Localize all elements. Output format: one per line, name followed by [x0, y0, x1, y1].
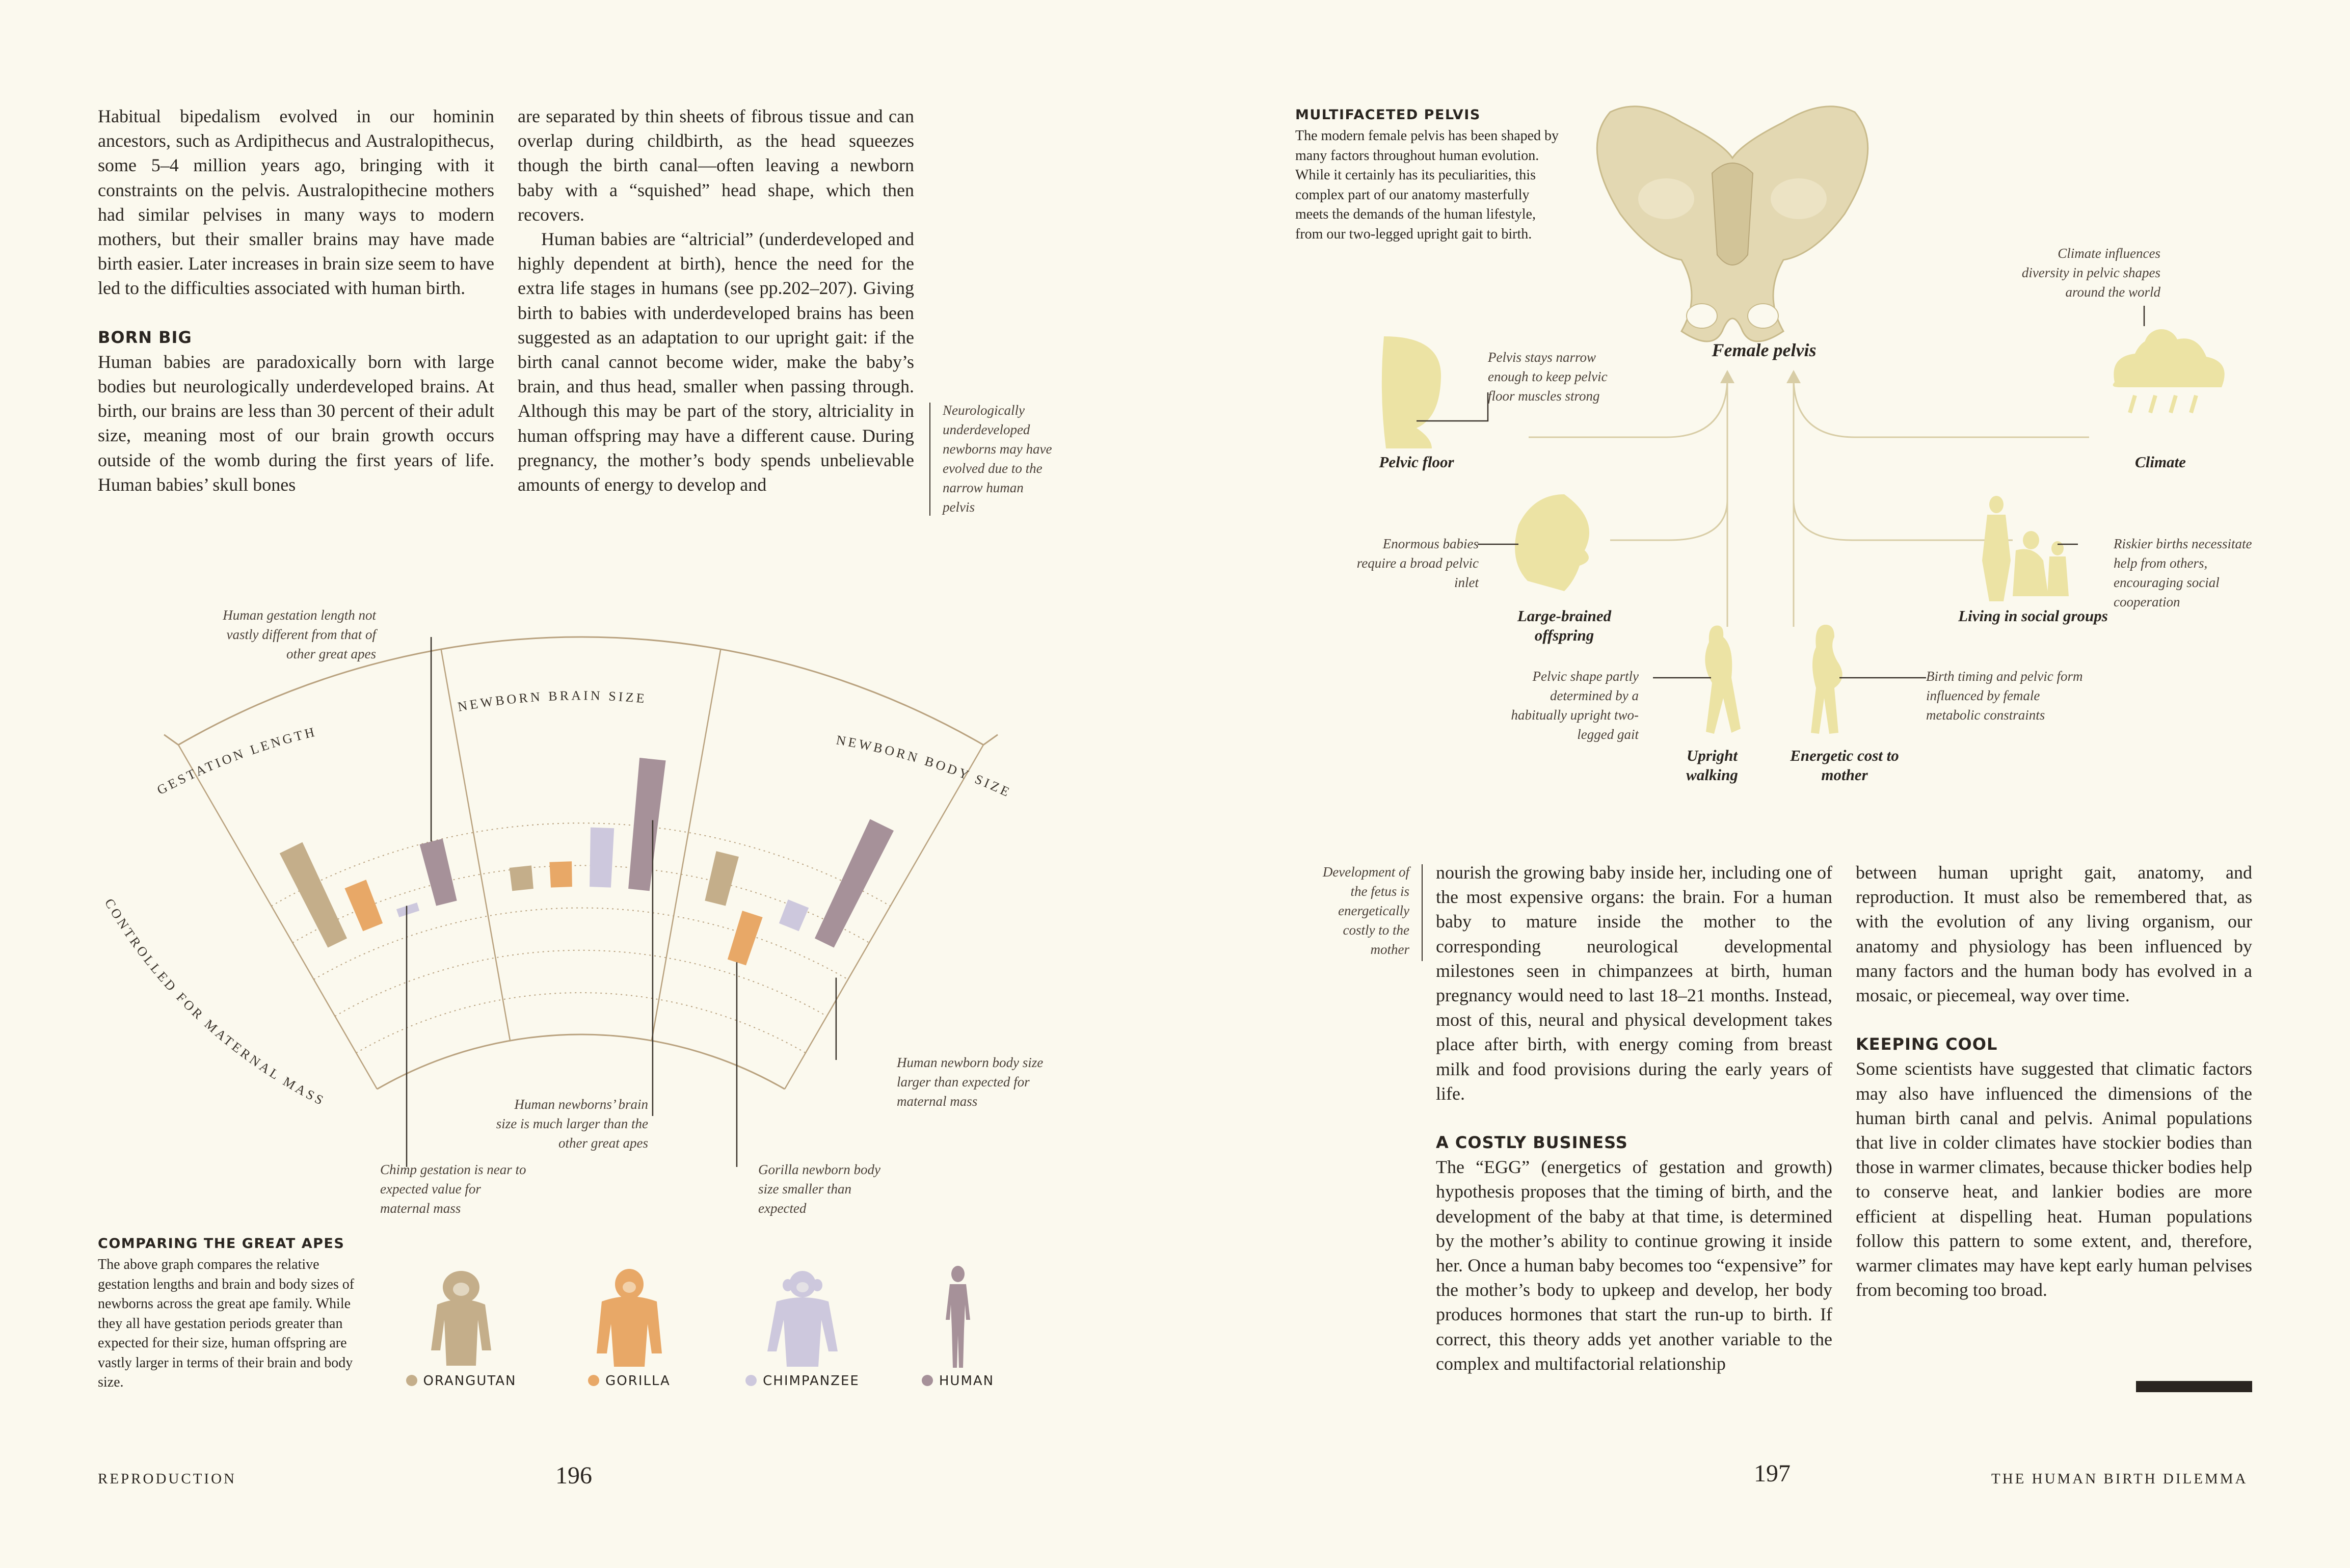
bar-gorilla-1: [549, 861, 572, 887]
left-col1-paragraph-2: Human babies are paradoxically born with large bodies but neurologically underdeveloped brains. At birth, our brains are less than 30 percent of their adult size, meaning most of our brain growth occurs outside of the womb during the first years of life. Human babies’ skull bones: [98, 351, 494, 495]
pelvis-heading: MULTIFACETED PELVIS: [1295, 107, 1481, 123]
annotation-human-body: Human newborn body size larger than expected for maternal mass: [897, 1055, 1044, 1109]
right-column-1: [1436, 860, 1832, 1376]
heading-born-big: BORN BIG: [98, 327, 192, 347]
left-col2-paragraph-2: Human babies are “altricial” (underdeveloped and highly dependent at birth), hence the need for the extra life stages in humans (see pp.202–207). Giving birth to babies with underdeveloped brains has been suggested as an adaptation to our upright gait: if the birth canal cannot become wider, make the baby’s brain, and thus head, smaller when passing through. Although this may be part of the story, altriciality in human offspring may have a different cause. During pregnancy, the mother’s body spends unbelievable amounts of energy to develop and: [518, 229, 914, 495]
note-pelvic-floor: Pelvis stays narrow enough to keep pelvic floor muscles strong: [1488, 350, 1608, 404]
ape-chimpanzee: [734, 1264, 871, 1389]
page-number-left: 196: [555, 1462, 592, 1489]
label-pelvic-floor: Pelvic floor: [1379, 453, 1454, 471]
bar-chimpanzee-1: [590, 828, 614, 888]
living-in-social-groups-icon: [1982, 496, 2069, 601]
right-col2-paragraph-2: Some scientists have suggested that climatic factors may also have influenced the dimensions of the human birth canal and pelvis. Animal populations that live in colder climates have stockier bodies than those in warmer climates, because thicker bodies help to conserve heat, and lankier bodies are more efficient at dispelling heat. Human populations follow this pattern to some extent, and, therefore, warmer climates may have kept early human pelvises from becoming too broad.: [1856, 1058, 2252, 1300]
bar-orangutan-2: [705, 851, 739, 906]
female-pelvis-icon: [1597, 107, 1867, 341]
right-col1-paragraph-1: nourish the growing baby inside her, including one of the most expensive organs: the brain. For a human baby to mature inside the mother to the corresponding neurological developmental milestones seen in chimpanzees at birth, human pregnancy would need to last 18–21 months. Instead, most of this, neural and physical development takes place after birth, with energy coming from breast milk and food provisions during the early years of life.: [1436, 862, 1832, 1104]
ape-human: [907, 1264, 1009, 1389]
bar-chimpanzee-2: [779, 899, 809, 931]
connector-arrows: [1720, 370, 1801, 383]
heading-costly-business: A COSTLY BUSINESS: [1436, 1133, 1628, 1153]
legend-human: HUMAN: [939, 1373, 995, 1389]
left-column-2: [518, 104, 914, 497]
panel-label-body: NEWBORN BODY SIZE: [835, 732, 1014, 801]
folio-section-right: THE HUMAN BIRTH DILEMMA: [1991, 1471, 2248, 1487]
label-energetic-cost: Energetic cost to mother: [1790, 747, 1899, 784]
label-female-pelvis: Female pelvis: [1712, 340, 1817, 360]
annotation-chimp-gestation: Chimp gestation is near to expected value for maternal mass: [380, 1162, 526, 1216]
bar-orangutan-0: [280, 842, 347, 948]
fan-leaders: [407, 637, 836, 1167]
label-large-brained: Large-brained offspring: [1517, 607, 1612, 644]
annotation-human-gestation: Human gestation length not vastly different from that of other great apes: [223, 607, 376, 661]
gorilla-icon: [594, 1264, 665, 1371]
note-climate: Climate influences diversity in pelvic shapes around the world: [2021, 246, 2160, 300]
human-icon: [938, 1264, 978, 1371]
fan-divider-0: [178, 745, 377, 1089]
side-label-maternal-mass: CONTROLLED FOR MATERNAL MASS: [101, 896, 328, 1109]
bar-human-1: [628, 758, 666, 891]
panel-label-brain: NEWBORN BRAIN SIZE: [456, 688, 648, 714]
ape-orangutan: [403, 1264, 520, 1389]
label-upright-walking: Upright walking: [1686, 747, 1738, 784]
bar-orangutan-1: [510, 865, 533, 891]
left-column-1: [98, 104, 494, 497]
left-col2-paragraph-1: are separated by thin sheets of fibrous tissue and can overlap during childbirth, as the head squeezes though the birth canal—often leaving a newborn baby with a “squished” head shape, which then recovers.: [518, 106, 914, 225]
annotation-gorilla-body: Gorilla newborn body size smaller than expected: [758, 1162, 880, 1216]
right-col2-paragraph-1: between human upright gait, anatomy, and reproduction. It must also be remembered that, as with the evolution of any living organism, our anatomy and physiology has been influenced by many factors and the human body has evolved in a mosaic, or piecemeal, way over time.: [1856, 862, 2252, 1006]
legend-chimpanzee: CHIMPANZEE: [763, 1373, 860, 1389]
legend-gorilla: GORILLA: [605, 1373, 671, 1389]
left-side-note: Neurologically underdeveloped newborns may have evolved due to the narrow human pelvis: [943, 403, 1052, 515]
fan-edge-right: [983, 735, 998, 745]
note-energetic-cost: Birth timing and pelvic form influenced by female metabolic constraints: [1926, 669, 2083, 723]
comparing-heading: COMPARING THE GREAT APES: [98, 1236, 345, 1252]
fan-divider-2: [652, 649, 720, 1041]
panel-label-gestation: GESTATION LENGTH: [154, 724, 318, 798]
chimpanzee-icon: [764, 1264, 841, 1371]
legend-orangutan: ORANGUTAN: [423, 1373, 517, 1389]
energetic-cost-icon: [1811, 625, 1842, 734]
heading-keeping-cool: KEEPING COOL: [1856, 1034, 1998, 1054]
pelvis-text: The modern female pelvis has been shaped by many factors throughout human evolution. While it certainly has its peculiarities, this complex part of our anatomy masterfully meets the demands of the human lifestyle, from our two-legged upright gait to birth.: [1295, 128, 1559, 242]
bar-human-0: [420, 839, 457, 906]
annotation-human-brain: Human newborns’ brain size is much larger than the other great apes: [496, 1097, 648, 1151]
fan-inner-arc: [377, 1034, 785, 1089]
bar-gorilla-0: [344, 880, 383, 931]
fan-grid-arc-4: [356, 993, 806, 1053]
fan-grid-arc-1: [292, 865, 869, 943]
fan-grid-arc-3: [335, 950, 826, 1016]
upright-walking-icon: [1705, 625, 1741, 734]
comparing-text: The above graph compares the relative gestation lengths and brain and body sizes of newborns across the great ape family. While they all have gestation periods greater than expected for their size, human offspring are vastly larger in terms of their brain and body size.: [98, 1257, 355, 1390]
right-column-2: [1856, 860, 2252, 1302]
end-mark: [2136, 1381, 2252, 1392]
note-upright-walking: Pelvic shape partly determined by a habitually upright two-legged gait: [1511, 669, 1639, 742]
right-side-note: Development of the fetus is energetically costly to the mother: [1322, 864, 1409, 957]
fan-divider-3: [785, 745, 983, 1089]
left-col1-paragraph-1: Habitual bipedalism evolved in our hominin ancestors, such as Ardipithecus and Australopithecus, some 5–4 million years ago, bringing with it constraints on the pelvis. Australopithecine mothers had similar pelvises in many ways to modern mothers, but their smaller brains may have made birth easier. Later increases in brain size seem to have led to the difficulties associated with human birth.: [98, 106, 494, 299]
note-social-groups: Riskier births necessitate help from others, encouraging social cooperation: [2114, 536, 2252, 609]
fan-edge-left: [164, 735, 178, 745]
note-large-brained: Enormous babies require a broad pelvic inlet: [1356, 536, 1479, 590]
label-social-groups: Living in social groups: [1958, 607, 2108, 625]
orangutan-icon: [428, 1264, 494, 1371]
pelvic-floor-icon: [1382, 336, 1441, 448]
bar-human-2: [815, 819, 894, 947]
right-col1-paragraph-2: The “EGG” (energetics of gestation and growth) hypothesis proposes that the timing of birth, and the development of the baby at that time, is determined by the mother’s ability to continue growing it inside her. Once a human baby becomes too “expensive” for the mother’s body to upkeep and develop, her body produces hormones that start the run-up to birth. If correct, this theory adds yet another variable to the complex and multifactorial relationship: [1436, 1157, 1832, 1374]
folio-section-left: REPRODUCTION: [98, 1471, 236, 1487]
climate-icon: [2113, 329, 2225, 413]
page-number-right: 197: [1754, 1460, 1791, 1487]
right-side-note-rule: [1422, 864, 1423, 961]
label-climate: Climate: [2135, 453, 2186, 471]
ape-gorilla: [571, 1264, 688, 1389]
fan-bars: [280, 758, 894, 965]
bar-chimpanzee-0: [396, 902, 419, 917]
large-brained-offspring-icon: [1515, 494, 1589, 591]
left-side-note-rule: [929, 403, 930, 516]
fan-grid-arc-2: [314, 908, 848, 979]
